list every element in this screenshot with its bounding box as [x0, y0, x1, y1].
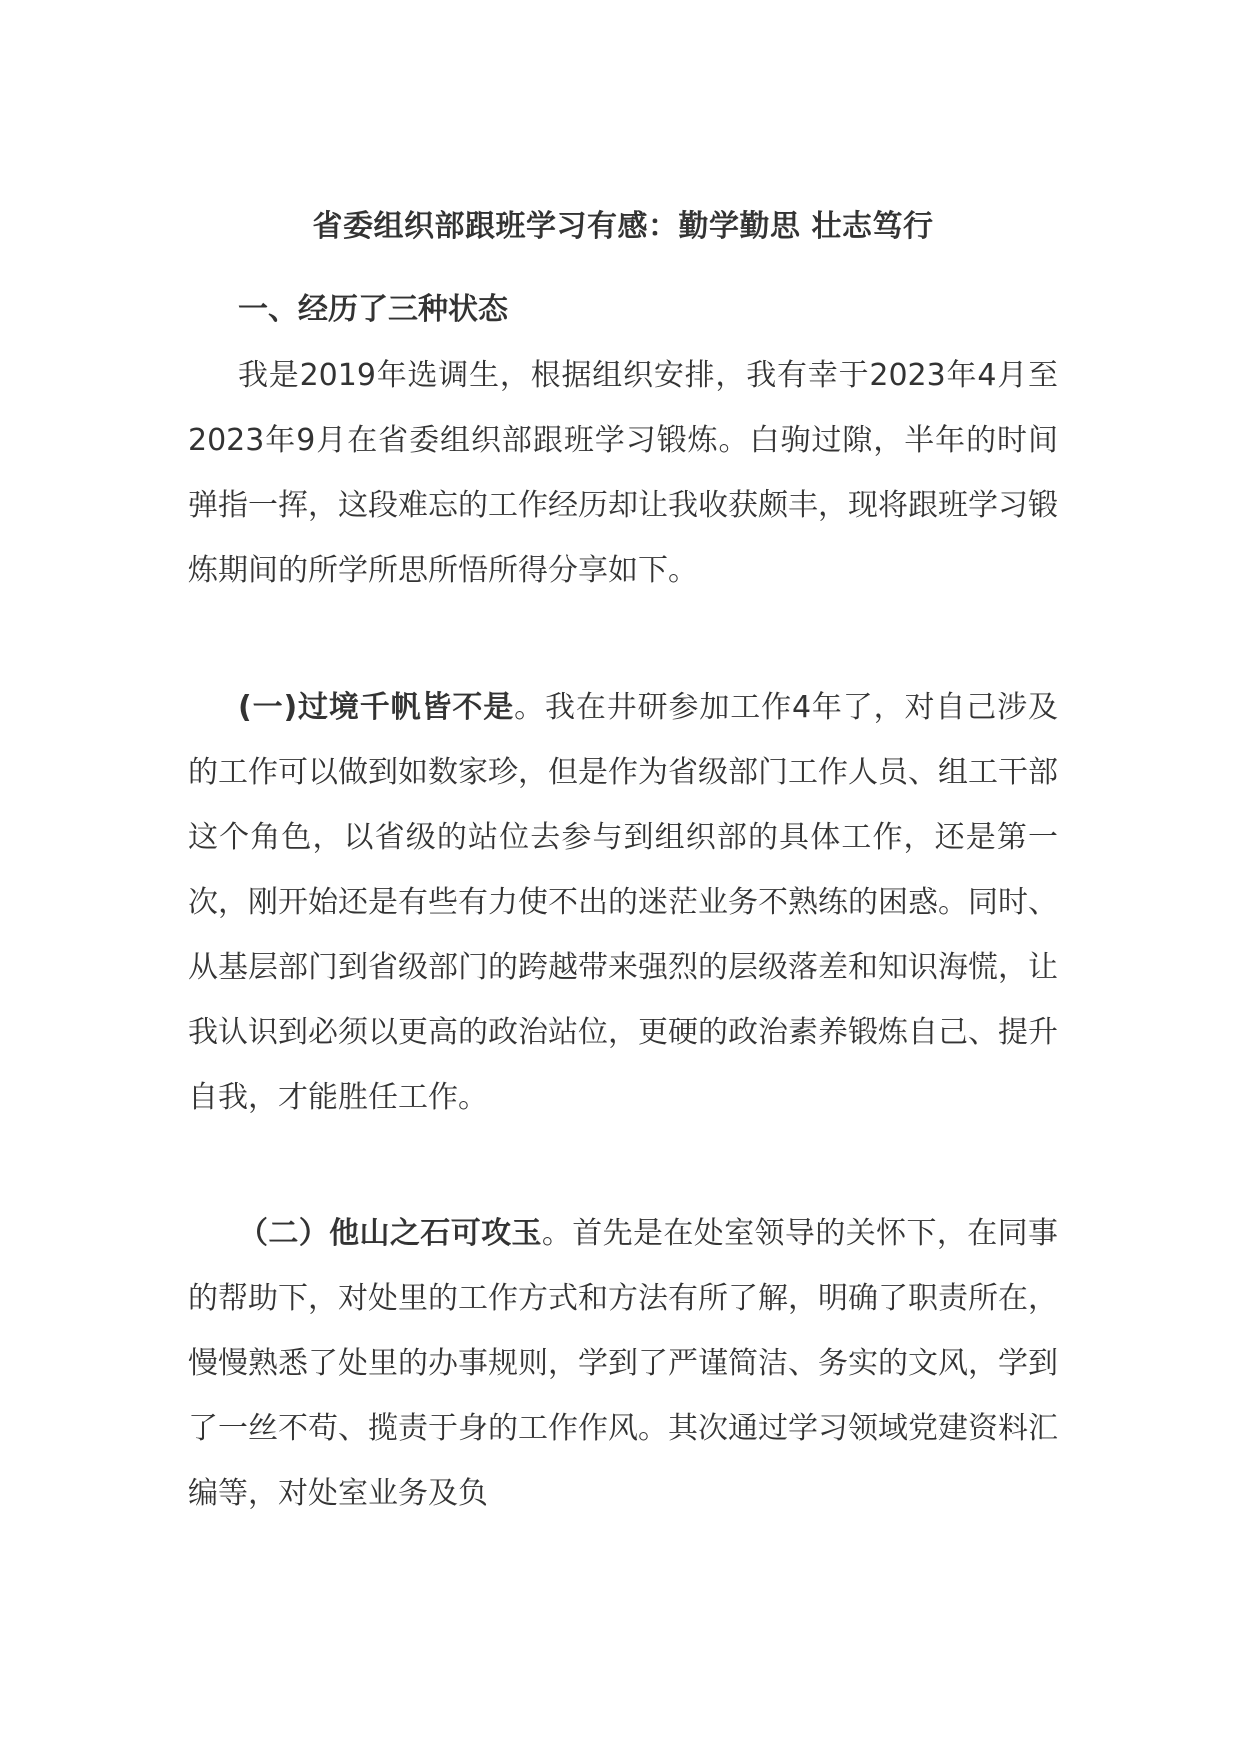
section-heading: 一、经历了三种状态: [238, 292, 508, 327]
document-title: 省委组织部跟班学习有感：勤学勤思 壮志笃行: [312, 209, 934, 244]
paragraph-lead: (一)过境千帆皆不是: [238, 690, 515, 725]
paragraph-two: [188, 1201, 1058, 1526]
paragraph-intro: [188, 343, 1058, 603]
paragraph-lead: （二）他山之石可攻玉: [238, 1216, 542, 1251]
paragraph-body: 。首先是在处室领导的关怀下，在同事的帮助下，对处里的工作方式和方法有所了解，明确了职责所在，慢慢熟悉了处里的办事规则，学到了严谨简洁、务实的文风，学到了一丝不苟、揽责于身的工作作风。其次通过学习领域党建资料汇编等，对处室业务及负: [188, 1216, 1059, 1511]
paragraph-body: 我是2019年选调生，根据组织安排，我有幸于2023年4月至2023年9月在省委组织部跟班学习锻炼。白驹过隙，半年的时间弹指一挥，这段难忘的工作经历却让我收获颇丰，现将跟班学习锻炼期间的所学所思所悟所得分享如下。: [188, 358, 1058, 588]
paragraph-body: 。我在井研参加工作4年了，对自己涉及的工作可以做到如数家珍，但是作为省级部门工作人员、组工干部这个角色，以省级的站位去参与到组织部的具体工作，还是第一次，刚开始还是有些有力使不出的迷茫业务不熟练的困惑。同时、从基层部门到省级部门的跨越带来强烈的层级落差和知识海慌，让我认识到必须以更高的政治站位，更硬的政治素养锻炼自己、提升自我，才能胜任工作。: [188, 690, 1058, 1115]
paragraph-one: [188, 675, 1058, 1130]
